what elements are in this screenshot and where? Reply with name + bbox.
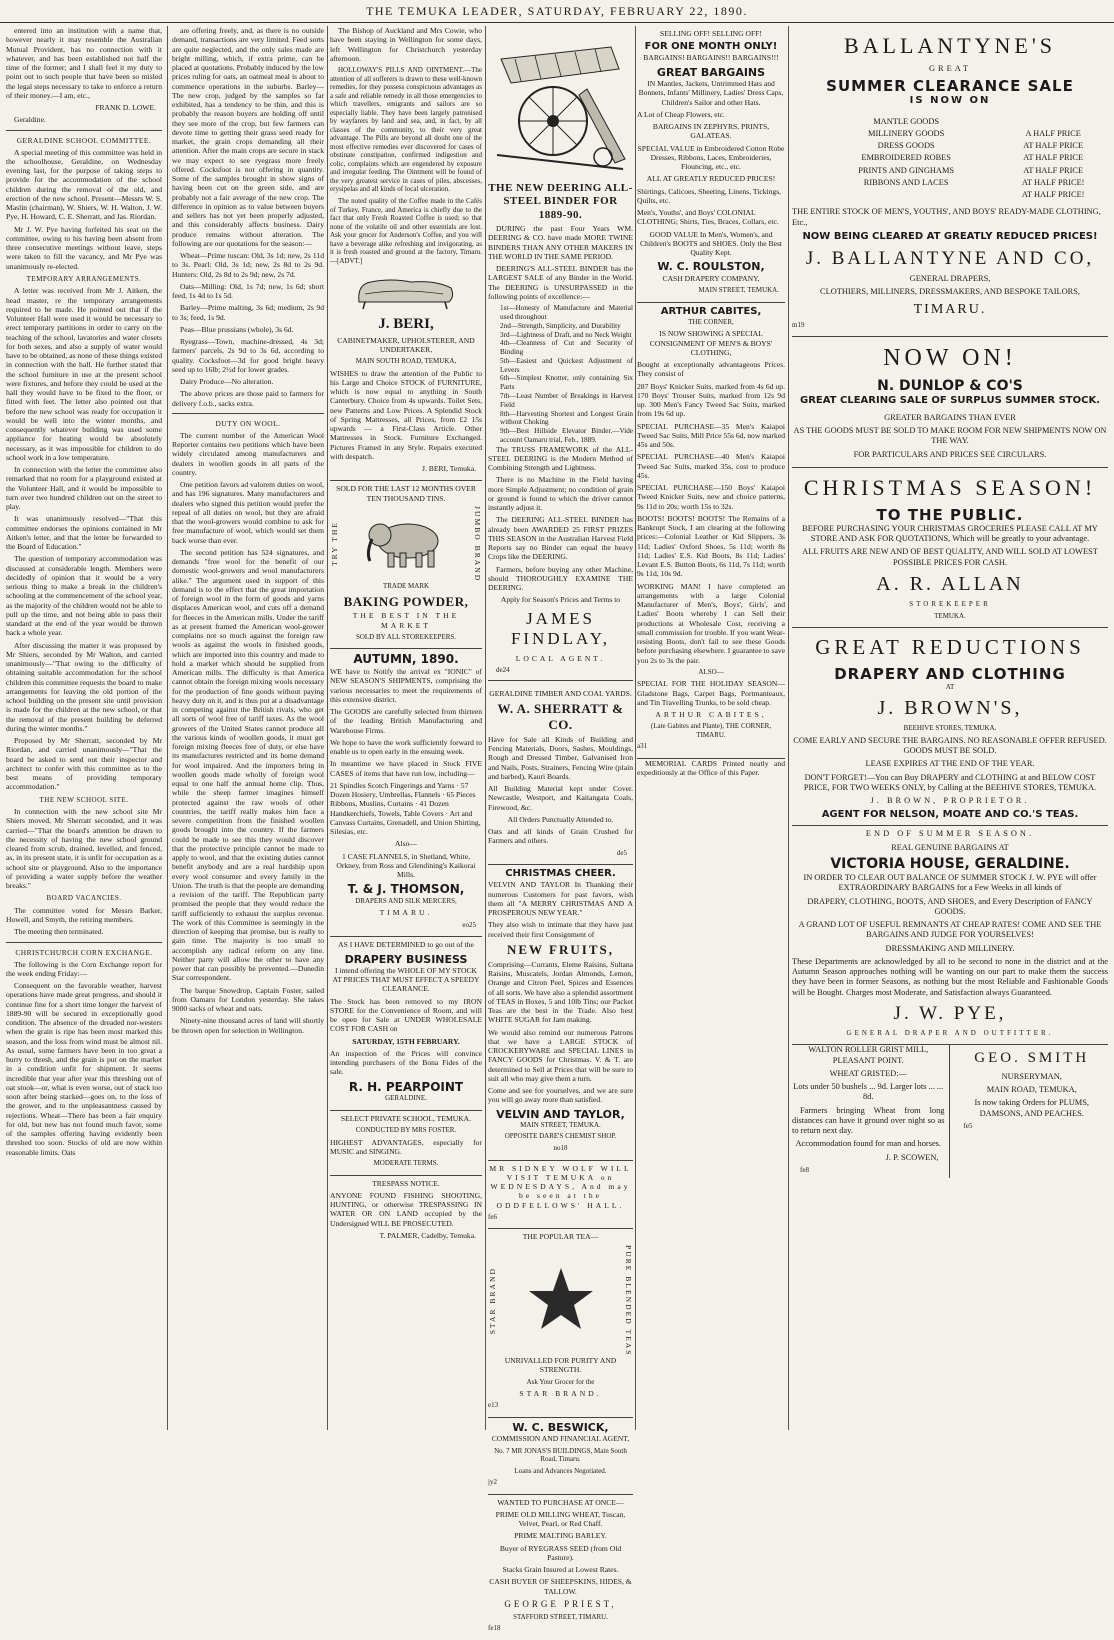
advert-paragraph: VELVIN AND TAYLOR In Thanking their numerous Customers for past favors, wish them all "A MERRY CHRISTMAS AND A PROSPEROUS NEW YEAR." xyxy=(488,880,633,918)
quotation: Oats—Milling: Old, 1s 7d; new, 1s 6d; short feed, 1s 4d to 1s 5d. xyxy=(172,281,324,300)
price-list-row xyxy=(792,189,1108,201)
binder-apply: Apply for Season's Prices and Terms to xyxy=(500,595,621,605)
elephant-icon xyxy=(358,515,454,573)
one-month-only: FOR ONE MONTH ONLY! xyxy=(644,41,778,53)
victoria-house: VICTORIA HOUSE, GERALDINE. xyxy=(830,855,1070,872)
advert-paragraph: BARGAINS IN ZEPHYRS, PRINTS, GALATEAS. xyxy=(652,122,770,141)
advert-paragraph: Stacks Grain Insured at Lowest Rates. xyxy=(502,1565,619,1575)
pearpoint-headline: DRAPERY BUSINESS xyxy=(344,952,468,966)
column-rule xyxy=(485,26,486,1430)
divider xyxy=(172,413,324,414)
advert-paragraph: Comprising—Currants, Eleme Raisins, Sultana Raisins, Muscatels, Jordan Almonds, Lemon, Orange and Citron Peel, Spices and Essences of all sorts. We have also a splendid assortment of TEAS in Boxes, 5 and 10lb Tins; our Packet Teas are the best in the Trade. Also best WHITE SUGAR for Jam making. xyxy=(488,959,633,1025)
allan-advert xyxy=(792,468,1108,629)
binder-feature: 3rd—Lightness of Draft, and no Neck Weight xyxy=(500,330,632,339)
mill-rates: Lots under 50 bushels ... 9d. Larger lots ... ... 8d. xyxy=(793,1082,944,1102)
letter-place: Geraldine. xyxy=(14,115,46,125)
column-1 xyxy=(6,26,162,1430)
advert-paragraph: Bought at exceptionally advantageous Prices. They consist of xyxy=(637,360,785,379)
article-paragraph: In connection with the new school site Mr Shiers moved, Mr Sherratt seconded, and it was carried—"That the board's attention be drawn to the necessity of having the new school ground cleared from scrub, drained, levelled, and fenced, as, in its present state, it is unfit for occupation as a school site or playground. Also to the importance of providing a water supply before the weather breaks." xyxy=(6,807,162,891)
dunlop-name: N. DUNLOP & CO'S xyxy=(877,377,1023,394)
price-list-item xyxy=(792,189,998,201)
article-paragraph: The question of temporary accommodation was discussed at considerable length. Members were decidedly of opinion that it would be a very serious thing to make a break in the children's schooling at the commencement of the school year, as the majority of the children would not be able to pull up the time, and not being able to pass their standard at the end of the year would be thrown back a whole year. xyxy=(6,554,162,638)
beri-address: MAIN SOUTH ROAD, TEMUKA, xyxy=(355,357,457,366)
memorial-notice: MEMORIAL CARDS Printed neatly and expeditiously at the Office of this Paper. xyxy=(637,758,785,778)
binder-features xyxy=(488,304,633,445)
advert-code: no18 xyxy=(553,1143,568,1152)
advert-paragraph: We hope to have the work sufficiently forward to enable us to open early in the ensuing week. xyxy=(330,737,482,757)
ballantyne-role: GENERAL DRAPERS, xyxy=(909,274,991,284)
article-paragraph: The meeting then terminated. xyxy=(14,927,104,937)
article-paragraph: Proposed by Mr Sherratt, seconded by Mr Riordan, and carried unanimously—"That the board be asked to send out their inspector and architect to confer with this committee as to the best means of providing temporary accommodation." xyxy=(6,736,162,792)
advert-also: ALSO— xyxy=(698,667,724,676)
pearpoint-date: SATURDAY, 15TH FEBRUARY. xyxy=(352,1036,460,1046)
smith-role: NURSERYMAN, xyxy=(1001,1071,1062,1081)
trespass-advert xyxy=(330,1176,482,1248)
tea-brand: STAR BRAND. xyxy=(519,1389,602,1399)
school-conductor: CONDUCTED BY MRS FOSTER. xyxy=(355,1126,457,1135)
binder-feature: 5th—Easiest and Quickest Adjustment of Levers xyxy=(500,356,633,374)
article-paragraph: The committee voted for Messrs Barker, Howell, and Smyth, the retiring members. xyxy=(6,905,162,925)
pearpoint-advert xyxy=(330,937,482,1111)
binder-paragraph: DURING the past Four Years WM. DEERING & CO. have made MORE TWINE BINDERS THAN ANY OTHER MAKERS IN THE WORLD IN THE SAME PERIOD. xyxy=(488,224,633,261)
article-paragraph: After discussing the matter it was proposed by Mr Shiers, seconded by Mr Walton, and carried unanimously—"That owing to the difficulty of obtaining suitable accommodation for the school children this committee requests the board to make arrangements for leaving the old portion of the school building on the present site until provision is made for the children at the new school, or that the removal of the present building be deferred during the winter months." xyxy=(6,640,162,733)
selling-off: SELLING OFF! SELLING OFF! xyxy=(660,29,762,38)
roulston-role: CASH DRAPERY COMPANY, xyxy=(662,273,760,283)
priest-name: GEORGE PRIEST, xyxy=(504,1598,617,1609)
article-paragraph: It was unanimously resolved—"That this committee endorses the opinions contained in Mr Aitken's letter, and that the letter be forwarded to the Board of Education." xyxy=(6,514,162,552)
allan-role: STOREKEEPER xyxy=(909,600,991,609)
pye-name: J. W. PYE, xyxy=(893,1002,1007,1024)
price-list-row xyxy=(792,152,1108,164)
binder-paragraph: There is no Machine in the Field having more Simple Adjustment; no condition of grain or ground is found to which the driver cannot instantly adjust it. xyxy=(488,475,633,513)
beswick-address: No. 7 MR JONAS'S BUILDINGS, Main South Road, Timaru. xyxy=(494,1446,627,1464)
brown-advert xyxy=(792,628,1108,826)
advert-paragraph: We would also remind our numerous Patrons that we have a LARGE STOCK of CROCKERYWARE and SPECIAL LINES in FANCY GOODS for Christmas. V. & T. are determined to Sell at Prices that will be sure to suit all who may give them a turn. xyxy=(488,1027,633,1083)
advert-paragraph: These Departments are acknowledged by all to be second to none in the district and at the Autumn Season approaches nothing will be wanting on our part to make them the success they have been in former Seasons, as nothing but the most Reliable and Fashionable Goods will be Bought. Charges most Moderate, and Satisfaction always Guaranteed. xyxy=(792,956,1108,997)
quotation: The above prices are those paid to farmers for delivery f.o.b., sacks extra. xyxy=(172,389,324,408)
advert-paragraph: A GRAND LOT OF USEFUL REMNANTS AT CHEAP RATES! COME AND SEE THE BARGAINS AND JUDGE FOR YOURSELVES! xyxy=(798,920,1102,940)
new-fruits: NEW FRUITS, xyxy=(506,941,614,957)
advert-paragraph: IS NOW SHOWING A SPECIAL CONSIGNMENT OF MEN'S & BOYS' CLOTHING, xyxy=(649,329,773,357)
advert-paragraph: I intend offering the WHOLE OF MY STOCK AT PRICES THAT MUST EFFECT A SPEEDY CLEARANCE. xyxy=(332,965,480,994)
beswick-role: COMMISSION AND FINANCIAL AGENT, xyxy=(491,1434,630,1444)
article-paragraph: The barque Snowdrop, Captain Foster, sailed from Oamaru for London yesterday. She takes 9000 sacks of wheat and oats. xyxy=(172,985,324,1014)
advert-items: 21 Spindles Scotch Fingerings and Yarns · 57 Dozen Hosiery, Umbrellas, Flannels · 65 Pieces Ribbons, Muslins, Curtains · 41 Dozen Handkerchiefs, Towels, Table Covers · Art and Canvass Curtains, Grenadell, and Union Shirting, Silesias, etc. xyxy=(330,780,481,837)
findlay-name: JAMES FINDLAY, xyxy=(510,608,611,649)
star-icon xyxy=(526,1265,596,1335)
price-list-row xyxy=(792,116,1108,128)
tea-heading: THE POPULAR TEA— xyxy=(522,1232,599,1242)
subheading: THE NEW SCHOOL SITE. xyxy=(39,795,129,804)
advert-paragraph: WE have to Notify the arrival ex "IONIC" of NEW SEASON'S SHIPMENTS, comprising the various necessaries to meet the requirements of this extensive district. xyxy=(330,667,482,704)
column-3 xyxy=(330,26,482,1430)
sherratt-heading: GERALDINE TIMBER AND COAL YARDS. xyxy=(489,688,632,698)
binder-illustration xyxy=(488,29,633,179)
advert-paragraph: BOOTS! BOOTS! BOOTS! The Remains of a Bankrupt Stock, I am clearing at the following prices:—Colonial Leather or Kid Slippers, 3s 11d; Ladies' Oxford Shoes, 5s 11d; worth 8s 11d; Ladies' E.S. Kid Boots, 8s 11d; Ladies' Levant E.S. Button Boots, 6s 11d, 7s 11d; worth 9s 11d, 10s 9d. xyxy=(637,513,785,579)
advert-code: de24 xyxy=(496,666,510,675)
article-paragraph: The second petition has 524 signatures, and demands "free wool for the benefit of our domestic wool-growers and wool manufacturers alike." The argument used in support of this demand is to the effect that the great importation of foreign wool in the form of goods and yarns displaces American wool, and cuts off a demand for fleeces in the American mills. Under the tariff as at present framed the American wool-grower complains not so much against the foreign raw wools as against the wools in finished goods, which are imported into this country and made to hold a market which should be supplied from American mills. The difficulty is that America cannot obtain the foreign mixing wools necessary for the production of fine goods without paying heavy duty on it, and is thus put at a disadvantage in competing against the British rivals, who get all sorts of wool free of tariff taxes. As the wool growers of the United States cannot produce all the various kinds of woollen goods, it must get foreign mixing fleeces free of duty, or else have its manufactures restricted and its home demand for wool impaired. And the importers bring in woollen goods made wholly of foreign wool equal to one half the annual home clip. Thus, while the sheep farmer imagines himself protected against the raw wools of other countries, the tariff really makes him face a severe competition from the finished woollen goods brought into the country. If the farmers could be made to see this they would discover that the protective principle cannot be made to apply to wool, and that the existing duties cannot benefit anybody and are a real hardship upon every wool consumer and every family in the Union. The truth is that the people are demanding a revision of the tariff. The Republican party promised the people that they would reduce the tariff sufficiently to exhaust the surplus revenue. The work of this Committee is seemingly in the direction of keeping that promise, but is really to gain time. The majority is too small to accomplish any radical reform on any line. Neither party will allow the other to have any power that can possibly be prevented.—Dunedin Star correspondent. xyxy=(172,547,324,983)
column-rule xyxy=(635,26,636,1430)
advert-paragraph: PRIME OLD MILLING WHEAT, Tuscan, Velvet, Pearl, or Red Chaff. xyxy=(495,1509,626,1529)
binder-feature: 6th—Simplest Knotter, only containing Six Parts xyxy=(500,374,633,392)
advert-paragraph: 1 CASE FLANNELS, in Shetland, White, Orkney, from Ross and Glendining's Kaikorai Mills. xyxy=(336,851,476,880)
smith-advert xyxy=(956,1045,1109,1177)
ballantyne-name: J. BALLANTYNE AND CO, xyxy=(805,248,1095,269)
ballantyne-advert xyxy=(792,26,1108,337)
binder-feature: 1st—Honesty of Manufacture and Material used throughout xyxy=(500,304,633,321)
cabites-name: ARTHUR CABITES, xyxy=(660,305,762,317)
jumbo-best: THE BEST IN THE MARKET xyxy=(352,611,460,630)
jumbo-trademark: TRADE MARK xyxy=(382,582,430,591)
cabites-signature: ARTHUR CABITES, xyxy=(655,710,767,720)
end-of-season: END OF SUMMER SEASON. xyxy=(865,829,1035,839)
advert-paragraph: Is now taking Orders for PLUMS, DAMSONS, AND PEACHES. xyxy=(974,1098,1089,1118)
subheading: BOARD VACANCIES. xyxy=(46,894,122,903)
price-list-item: MILLINERY GOODS xyxy=(868,128,945,138)
thomson-advert xyxy=(330,649,482,937)
tea-side-left: STAR BRAND xyxy=(488,1266,497,1334)
beswick-advert xyxy=(488,1418,633,1495)
school-title: SELECT PRIVATE SCHOOL, TEMUKA. xyxy=(340,1113,472,1123)
advert-paragraph: SPECIAL VALUE in Embroidered Cotton Robe Dresses, Ribbons, Laces, Embroideries, Flouncing, etc., etc. xyxy=(637,143,785,172)
beri-body: WISHES to draw the attention of the Public to his Large and Choice STOCK of FURNITURE, which is now equal to anything in South Canterbury. Choice from 4s upwards. Toilet Sets, new Patterns and Low Prices. A Splendid Stock of Spring Mattresses, all Prices, from £2 15s upwards — a First-Class Article. Other Mattresses in Stock. Furniture Exchanged. Pictures Framed in any Style. Repairs executed with despatch. xyxy=(330,368,482,461)
bargains-line: BARGAINS! BARGAINS!! BARGAINS!!! xyxy=(643,53,779,63)
thomson-name: T. & J. THOMSON, xyxy=(347,882,465,897)
school-body: HIGHEST ADVANTAGES, especially for MUSIC and SINGING. xyxy=(330,1137,482,1156)
thomson-trade: DRAPERS AND SILK MERCERS, xyxy=(355,896,457,905)
advert-paragraph: UNRIVALLED FOR PURITY AND STRENGTH. xyxy=(504,1356,617,1375)
priest-address: STAFFORD STREET, TIMARU. xyxy=(513,1612,608,1621)
advert-paragraph: Ask Your Grocer for the xyxy=(526,1377,595,1386)
advert-paragraph: An inspection of the Prices will convince intending purchasers of the Bona Fides of the sale. xyxy=(330,1048,482,1077)
price-list-row xyxy=(792,177,1108,189)
beri-name: J. BERI, xyxy=(378,316,434,333)
advert-paragraph: AS THE GOODS MUST BE SOLD TO MAKE ROOM FOR NEW SHIPMENTS NOW ON THE WAY. xyxy=(793,426,1107,446)
greater-bargains: GREATER BARGAINS THAN EVER xyxy=(884,412,1016,422)
advert-paragraph: In meantime we have placed in Stock FIVE CASES of items that have run low, including— xyxy=(330,759,482,778)
coffee-notice: The noted quality of the Coffee made in the Cafés of Turkey, France, and America is chiefly due to the fact that only Fresh Roasted Coffee is used; so that none of the volatile oil and other essentials are lost. Ask your grocer for Anderson's Coffee, and you will have a beverage alike refreshing and invigorating, as it is fresh roasted and ground at the factory, Timaru.—[ADVT.] xyxy=(330,196,482,265)
trespass-title: TRESPASS NOTICE. xyxy=(372,1178,440,1188)
binder-feature: 7th—Least Number of Breakings in Harvest Field xyxy=(500,392,633,409)
advert-paragraph: The Stock has been removed to my IRON STORE for the Convenience of Room, and will be open for Sale at UNDER WHOLESALE COST FOR CASH on xyxy=(330,996,482,1034)
advert-code: de5 xyxy=(616,848,627,857)
bottom-adverts xyxy=(792,1045,1108,1177)
advert-paragraph: Buyer of RYEGRASS SEED (from Old Pasture). xyxy=(499,1543,622,1562)
quotation: Barley—Prime malting, 3s 6d; medium, 2s 9d to 3s; feed, 1s 9d. xyxy=(172,303,324,322)
beri-trade: CABINETMAKER, UPHOLSTERER, AND UNDERTAKER, xyxy=(337,335,475,354)
letter-signature: FRANK D. LOWE. xyxy=(95,103,156,112)
price-list-row xyxy=(792,165,1108,177)
masthead: THE TEMUKA LEADER, SATURDAY, FEBRUARY 22, 1890. xyxy=(0,0,1114,23)
column-rule xyxy=(327,26,328,1430)
quotation: Wheat—Prime tuscan: Old, 3s 1d; new, 2s 11d to 3s. Pearl: Old, 3s 1d; new, 2s 8d to 2s 9d. Hunters: Old, 2s 8d to 2s 9d; new, 2s 7d. xyxy=(172,251,324,279)
cabites-advert xyxy=(637,303,785,759)
advert-paragraph: They also wish to intimate that they have just received their first Consignment of xyxy=(488,920,633,939)
price-list-item: DRESS GOODS xyxy=(877,141,935,151)
price-list-item: MANTLE GOODS xyxy=(873,116,940,126)
great-bargains: GREAT BARGAINS xyxy=(656,65,766,79)
advert-paragraph: Farmers bringing Wheat from long distances can have it ground over night so as to return next day. xyxy=(792,1105,945,1136)
advert-paragraph: THE ENTIRE STOCK OF MEN'S, YOUTHS', AND BOYS' READY-MADE CLOTHING, Etc., xyxy=(792,207,1101,227)
brown-name: J. BROWN'S, xyxy=(877,696,1023,719)
ballantyne-price-list xyxy=(792,116,1108,202)
article-paragraph: The Bishop of Auckland and Mrs Cowie, who have been staying in Wellington for some days, left Wellington for Christchurch yesterday afternoon. xyxy=(330,26,482,63)
letter-paragraph: entered into an institution with a name that, however nearly it may resemble the Australian Mutual Provident, has no connection with it whatever, and has been established not half the time of the former; and I shall feel it my duty to point out to such people that have been so misled the legal steps necessary to take to enforce a return of their money.—I am, etc., xyxy=(6,26,162,100)
beri-advert xyxy=(330,268,482,481)
velvin-taylor-address: MAIN STREET, TEMUKA. xyxy=(520,1120,601,1129)
advert-code: fe5 xyxy=(963,1121,973,1130)
pearpoint-town: GERALDINE. xyxy=(385,1094,427,1103)
advert-paragraph: IN Mantles, Jackets, Untrimmed Hats and Bonnets, Infants' Millinery, Ladies' Dress Caps, Children's Sailor and other Hats. xyxy=(638,79,784,107)
price-list-price: AT HALF PRICE! xyxy=(1021,190,1085,200)
binder-paragraph: The TRUSS FRAMEWORK of the ALL-STEEL DEERING is the Modern Method of Combining Strength and Lightness. xyxy=(488,444,633,473)
article-paragraph: Consequent on the favorable weather, harvest operations have made great progress, and should it continue fine for a short time longer the harvest of 1889-90 will be secured in exceptionally good condition. The absence of the dreaded nor-westers when the grain is ripe has been most marked this season, and the loss from wind must be almost nil. As usual, some farmers have been in too great a hurry to thresh, and the grain is put on the market in a condition unfit for shipment. It seems incredible that year after year this threshing out of oat stook—or, what is even worse, out of stack too soon after being stacked—goes on, to the loss of the grower, and to the unpleasantness caused by rejections. Wheat—There has been a fair enquiry for old, but new has not found much favor, some of the samples offering having evidently been threshed too soon. Stocks of old are now within reasonable limits. Oats xyxy=(6,981,162,1157)
christmas-title: CHRISTMAS CHEER. xyxy=(505,868,616,880)
mill-signature: J. P. SCOWEN, xyxy=(885,1152,939,1162)
divider xyxy=(6,942,162,943)
roulston-name: W. C. ROULSTON, xyxy=(657,260,765,274)
article-paragraph: A special meeting of this committee was held in the schoolhouse, Geraldine, on Wednesday evening last, for the purpose of taking steps to provide for the accommodation of the school children during the removal of the old, and erection of the new school. Present—Messrs W. S. Maslin (chairman), W. Shiers, W. H. Walton, J. W. Pye, H. Howard, C. E. Sherratt, and Jas. Riordan. xyxy=(6,147,162,222)
article-paragraph: are offering freely, and, as there is no outside demand, transactions are very limited. Feed sorts are quite neglected, and the only sales made are bright milling, which, if extra prime, can be placed at quotations. Probably induced by the low prices ruling for oats, an oatmeal meal is about to commence operations in the suburbs. Barley—The new crop, judged by the samples so far exhibited, has a tendency to be thin, and this is probably the reason buyers are holding off until they see more of the crop, but few farmers can devote time to getting their grass seed ready for market, the grain crops demanding all their attention. After the main crops are secure in stack we may expect to see ryegrass more freely offered. Cocksfoot is not offering in quantity. Some of the samples brought in show signs of having been cut on the green side, and are probably not a fair average of the new crop. The difference in opinion as to value between buyers and sellers has not yet been properly adjusted, and this considerably affects business. Dairy produce remains without alteration. The following are our quotations for the season:— xyxy=(172,26,324,248)
sofa-illustration xyxy=(330,274,482,312)
price-list-item: PRINTS AND GINGHAMS xyxy=(858,165,955,175)
advert-paragraph: BEFORE PURCHASING YOUR CHRISTMAS GROCERIES PLEASE CALL AT MY STORE AND ASK FOR QUOTATIONS, Which will be greatly to your advantage. xyxy=(802,523,1098,544)
column-rule xyxy=(167,26,168,1430)
advert-paragraph: Men's, Youths', and Boys' COLONIAL CLOTHING; Shirts, Ties, Braces, Collars, etc. xyxy=(637,208,779,227)
advert-paragraph: ALL FRUITS ARE NEW AND OF BEST QUALITY, AND WILL SOLD AT LOWEST POSSIBLE PRICES FOR CASH. xyxy=(802,547,1098,567)
binder-paragraph: DEERING'S ALL-STEEL BINDER has the LARGEST SALE of any Binder in the World. The DEERING is UNSURPASSED in the following points of excellence:— xyxy=(488,264,633,301)
to-the-public: TO THE PUBLIC. xyxy=(876,505,1024,524)
wolf-advert xyxy=(488,1161,633,1230)
advert-paragraph: IN ORDER TO CLEAR OUT BALANCE OF SUMMER STOCK J. W. PYE will offer EXTRAORDINARY BARGAINS for a Few Weeks in all kinds of xyxy=(803,873,1097,893)
article-heading: DUTY ON WOOL. xyxy=(215,418,281,428)
binder-feature: 2nd—Strength, Simplicity, and Durability xyxy=(500,321,621,330)
article-paragraph: One petition favors ad valorem duties on wool, and has 196 signatures. Many manufacturers and dealers who signed this petition would prefer the repeal of all duties on wool, but they are afraid that the wool-growers would combine to ask for free manufacture of wool, which would set them back worse than ever. xyxy=(172,480,324,545)
advert-also: Also— xyxy=(395,839,417,849)
advert-paragraph: SPECIAL PURCHASE—35 Men's Kaiapoi Tweed Sac Suits, Mill Price 55s 6d, now marked 45s and 50s. xyxy=(637,421,785,449)
advert-paragraph: SPECIAL FOR THE HOLIDAY SEASON—Gladstone Bags, Carpet Bags, Portmanteaux, and Tin Travelling Trunks, to be sold cheap. xyxy=(637,679,785,707)
advert-paragraph: SPECIAL PURCHASE—40 Men's Kaiapoi Tweed Sac Suits, marked 35s, cost to produce 45s. xyxy=(637,452,785,480)
velvin-taylor-advert xyxy=(488,865,633,1160)
star-tea-advert xyxy=(488,1229,633,1418)
school-terms: MODERATE TERMS. xyxy=(373,1159,439,1168)
quotation: Ryegrass—Town, machine-dressed, 4s 3d; farmers' parcels, 2s 9d to 3s 6d, according to quality. Cocksfoot—3d for good bright heavy seed up to 16lb; 2½d for lower grades. xyxy=(172,337,324,374)
divider xyxy=(488,680,633,681)
tea-agent: AGENT FOR NELSON, MOATE AND CO.'S TEAS. xyxy=(821,809,1079,821)
velvin-taylor-name: VELVIN AND TAYLOR, xyxy=(496,1107,625,1121)
ballantyne-trades: CLOTHIERS, MILLINERS, DRESSMAKERS, AND BESPOKE TAILORS, xyxy=(820,287,1080,297)
mill-title: WALTON ROLLER GRIST MILL, PLEASANT POINT. xyxy=(808,1045,929,1065)
column-2 xyxy=(172,26,324,1430)
advert-paragraph: Have for Sale all Kinds of Building and Fencing Materials, Doors, Sashes, Mouldings, Rough and Dressed Timber, Galvanised Iron and Nails, Posts, Strainers, Fencing Wire (plain and barbed), Kauri Boards. xyxy=(488,734,633,781)
sherratt-name: W. A. SHERRATT & CO. xyxy=(497,701,624,733)
ballantyne-great: GREAT xyxy=(929,63,971,73)
advert-paragraph: WORKING MAN! I have completed an arrangements with a large Colonial Manufacturer of Men's, Boys', Girls', and Ladies' Boots whereby I can Sell their productions at Wholesale Cost, receiving a small commission for trouble. If you want Wear-resisting Boots, don't fail to see these Goods before purchasing elsewhere. I guarantee to save you 2s to 3s the pair. xyxy=(637,581,785,665)
article-paragraph: A letter was received from Mr J. Aitken, the head master, re the temporary arrangements required to be made. He pointed out that if the Volunteer Hall were used it would be necessary to erect temporary partitions in order to carry on the teaching of the school, lavatories and water closets for both sexes, and also a supply of water would have to be obtained, as none of these things existed in connection with the hall. He further stated that the school furniture in use at the present school were fixtures, and before they could be used at the hall they would have to be fixed to the floor, or fitted with feet. The letter also pointed out that before the new school was ready for occupation it would be well into the winter months, and consequently whatever building was used some appliance for heating would be absolutely necessary, as it was impossible for children to do school work in a low temperature. xyxy=(6,286,162,462)
price-list-price: A HALF PRICE xyxy=(1025,128,1081,138)
ballantyne-title: BALLANTYNE'S xyxy=(843,33,1057,58)
at-label: AT xyxy=(945,683,955,692)
article-paragraph: Ninety-nine thousand acres of land will shortly be thrown open for selection in Wellington. xyxy=(172,1016,324,1035)
column-rule xyxy=(788,26,789,1430)
column-4 xyxy=(488,26,633,1633)
jumbo-advert xyxy=(330,481,482,649)
advert-code: fe6 xyxy=(488,1212,497,1221)
jumbo-side-right: JUMBO BRAND xyxy=(473,505,482,583)
advert-paragraph: Shirtings, Calicoes, Sheeting, Linens, Tickings, Quilts, etc. xyxy=(637,186,782,205)
thomson-town: TIMARU. xyxy=(379,908,433,918)
advert-paragraph: GOOD VALUE In Men's, Women's, and Children's BOOTS and SHOES. Only the Best Quality Kept. xyxy=(639,229,783,258)
binder-feature: 4th—Cleanness of Cut and Security of Binding xyxy=(500,339,633,357)
reduced-prices: NOW BEING CLEARED AT GREATLY REDUCED PRICES! xyxy=(802,230,1098,242)
price-list-price: AT HALF PRICE xyxy=(1023,141,1084,151)
divider xyxy=(6,130,162,131)
article-paragraph: In connection with the letter the committee also remarked that no room for a playground existed at the Volunteer Hall, and it would be impossible to turn over two hundred children out on the street to play. xyxy=(6,465,162,512)
binder-paragraph: Farmers, before buying any other Machine, should THOROUGHLY EXAMINE THE DEERING. xyxy=(488,564,633,593)
wolf-body: MR SIDNEY WOLF WILL VISIT TEMUKA on WEDNESDAYS, And may be seen at the ODDFELLOWS' HALL. xyxy=(489,1163,632,1210)
advert-paragraph: DRAPERY, CLOTHING, BOOTS, AND SHOES, and Every Description of FANCY GOODS. xyxy=(807,896,1093,916)
advert-paragraph: PRIME MALTING BARLEY. xyxy=(514,1531,607,1541)
roulston-advert xyxy=(637,26,785,303)
price-list-item: EMBROIDERED ROBES xyxy=(861,153,951,163)
advert-paragraph: CASH BUYER OF SHEEPSKINS, HIDES, & TALLOW. xyxy=(489,1577,632,1596)
advert-paragraph: WANTED TO PURCHASE AT ONCE— xyxy=(497,1497,624,1507)
price-list-row xyxy=(792,128,1108,140)
jumbo-name: BAKING POWDER, xyxy=(343,593,469,609)
pye-advert xyxy=(792,826,1108,1045)
findlay-role: LOCAL AGENT. xyxy=(515,654,606,664)
trespass-signature: T. PALMER, Cadelby, Temuka. xyxy=(379,1230,476,1240)
price-list-price: AT HALF PRICE! xyxy=(1021,177,1085,187)
advert-code: fe18 xyxy=(488,1624,501,1633)
advert-code: e13 xyxy=(488,1401,499,1410)
great-reductions: GREAT REDUCTIONS xyxy=(815,635,1085,660)
jumbo-side-left: TRY THE xyxy=(330,521,339,567)
advert-paragraph: A Lot of Cheap Flowers, etc. xyxy=(637,109,725,119)
smith-name: GEO. SMITH xyxy=(974,1050,1090,1067)
smith-address: MAIN ROAD, TEMUKA, xyxy=(986,1085,1077,1095)
advert-code: jy2 xyxy=(488,1478,497,1487)
advert-paragraph: All Building Material kept under Cover. Newcastle, Westport, and Kaitangata Coals, Firewood, &c. xyxy=(488,784,633,812)
dunlop-advert xyxy=(792,337,1108,468)
summer-sale: SUMMER CLEARANCE SALE xyxy=(826,77,1074,96)
advert-paragraph: AS I HAVE DETERMINED to go out of the xyxy=(338,940,474,950)
holloway-notice: HOLLOWAY'S PILLS AND OINTMENT.—The attention of all sufferers is drawn to these well-known remedies, for they possess conspicuous advantages as a safe and reliable remedy in all those emergencies to which travellers, emigrants and sailors are so especially liable. They have been largely patronised by wayfarers by land and sea, and, in fact, by all classes of the community, to their very great advantage. The Pills are beyond all doubt one of the most effective remedies ever discovered for cases of obstinate constipation, confirmed indigestion and colic, complaints which are engendered by exposure and irregular feeding. The Ointment will be found of the very greatest service in cases of piles, abscesses, erysipelas and all kinds of local ulceration. xyxy=(330,66,482,194)
allan-town: TEMUKA. xyxy=(934,611,966,620)
autumn-title: AUTUMN, 1890. xyxy=(353,652,459,667)
quotation: Peas—Blue prussians (whole), 3s 6d. xyxy=(180,324,294,334)
dressmaking: DRESSMAKING AND MILLINERY. xyxy=(885,943,1015,953)
advert-code: eo25 xyxy=(462,920,476,929)
priest-advert xyxy=(488,1495,633,1640)
binder-title: THE NEW DEERING ALL-STEEL BINDER FOR 1889-90. xyxy=(488,182,633,221)
subheading: TEMPORARY ARRANGEMENTS. xyxy=(26,274,142,283)
dunlop-sale: GREAT CLEARING SALE OF SURPLUS SUMMER STOCK. xyxy=(799,394,1101,406)
mill-wanted: WHEAT GRISTED:— xyxy=(829,1068,907,1078)
trespass-body: ANYONE FOUND FISHING SHOOTING, HUNTING, or otherwise TRESPASSING IN WATER OR ON LAND occupied by the Undersigned WILL BE PROSECUTED. xyxy=(330,1190,482,1228)
jumbo-top: SOLD FOR THE LAST 12 MONTHS OVER TEN THOUSAND TINS. xyxy=(336,484,476,503)
advert-paragraph: 287 Boys' Knicker Suits, marked from 4s 6d up. 170 Boys' Trouser Suits, marked from 12s 9d up. 300 Men's Fancy Tweed Sac Suits, marked from 19s 6d up. xyxy=(637,381,785,419)
beehive-stores: BEEHIVE STORES, TEMUKA. xyxy=(903,724,997,733)
binder-feature: 8th—Harvesting Shortest and Longest Grain without Choking xyxy=(500,409,633,427)
column-5 xyxy=(637,26,785,1430)
jumbo-sold: SOLD BY ALL STOREKEEPERS. xyxy=(355,632,457,641)
pearpoint-name: R. H. PEARPOINT xyxy=(348,1079,464,1094)
mill-advert xyxy=(792,1045,950,1177)
school-advert xyxy=(330,1111,482,1176)
advert-code: fe8 xyxy=(800,1165,809,1174)
roulston-address: MAIN STREET, TEMUKA. xyxy=(698,286,779,294)
beswick-name: W. C. BESWICK, xyxy=(512,1420,609,1434)
article-paragraph: The following is the Corn Exchange report for the week ending Friday:— xyxy=(6,959,162,978)
beswick-loans: Loans and Advances Negotiated. xyxy=(514,1466,607,1475)
advert-paragraph: LEASE EXPIRES AT THE END OF THE YEAR. xyxy=(865,759,1035,769)
price-list-price: AT HALF PRICE xyxy=(1023,165,1084,175)
advert-paragraph: All Orders Punctually Attended to. xyxy=(507,814,614,824)
advert-paragraph: SPECIAL PURCHASE—150 Boys' Kaiapoi Tweed Knicker Suits, new and choice patterns, 9s 11d to 20s; worth 15s to 32s. xyxy=(637,483,785,511)
price-list-item: RIBBONS AND LACES xyxy=(863,177,949,187)
column-6 xyxy=(792,26,1108,1430)
beri-signature: J. BERI, Temuka. xyxy=(422,464,476,474)
article-heading: GERALDINE SCHOOL COMMITTEE. xyxy=(16,135,152,145)
advert-code: m19 xyxy=(792,320,805,329)
price-list-price: AT HALF PRICE xyxy=(1023,153,1084,163)
advert-paragraph: Accommodation found for man and horses. xyxy=(795,1139,942,1149)
sherratt-advert xyxy=(488,686,633,865)
binder-paragraph: The DEERING ALL-STEEL BINDER has already been AWARDED 25 FIRST PRIZES THIS SEASON in the Australian Harvest Field Reports say no Binder can equal the heavy Crops like the DEERING. xyxy=(488,515,633,562)
quotation: Dairy Produce—No alteration. xyxy=(180,377,274,386)
cabites-signature-2: (Late Gabites and Plante), THE CORNER, TIMARU. xyxy=(650,722,772,739)
is-now-on: IS NOW ON xyxy=(909,95,991,107)
drapery-clothing: DRAPERY AND CLOTHING xyxy=(834,665,1066,683)
now-on: NOW ON! xyxy=(883,345,1017,372)
allan-name: A. R. ALLAN xyxy=(876,572,1024,595)
binder-feature: 9th—Best Hillside Elevator Binder.—Vide account Oamaru trial, Feb., 1889. xyxy=(500,427,633,444)
advert-paragraph: DON'T FORGET!—You can Buy DRAPERY and CLOTHING at and BELOW COST PRICE, FOR TWO WEEKS ONLY, by Calling at the BEEHIVE STORES, TEMUKA. xyxy=(803,772,1097,792)
advert-paragraph: Oats and all kinds of Grain Crushed for Farmers and others. xyxy=(488,827,633,846)
article-heading: CHRISTCHURCH CORN EXCHANGE. xyxy=(15,947,153,957)
price-list-price xyxy=(998,116,1108,128)
bargains-at: REAL GENUINE BARGAINS AT xyxy=(891,842,1009,852)
velvin-taylor-opposite: OPPOSITE DARE'S CHEMIST SHOP. xyxy=(504,1132,617,1141)
article-paragraph: The current number of the American Wool Reporter contains two petitions which have been widely circulated among manufacturers and dealers in woollen goods in all parts of the country. xyxy=(172,430,324,477)
advert-code: a31 xyxy=(637,742,648,751)
article-paragraph: Mr J. W. Pye having forfeited his seat on the committee, owing to his having been absent from three consecutive meetings without leave, steps were taken to fill the vacancy, and Mr Pye was unanimously re-elected. xyxy=(6,224,162,271)
advert-paragraph: Come and see for yourselves, and we are sure you will go away more than satisfied. xyxy=(488,1086,633,1105)
ballantyne-town: TIMARU. xyxy=(913,301,987,317)
christmas-season: CHRISTMAS SEASON! xyxy=(803,474,1097,500)
advert-paragraph: ALL AT GREATLY REDUCED PRICES! xyxy=(646,174,776,184)
cabites-corner: THE CORNER, xyxy=(688,317,734,326)
tea-side-right: PURE BLENDED TEAS xyxy=(624,1244,633,1357)
pye-role: GENERAL DRAPER AND OUTFITTER. xyxy=(846,1028,1054,1037)
brown-signature: J. BROWN, PROPRIETOR. xyxy=(870,796,1030,805)
advert-paragraph: The GOODS are carefully selected from thirteen of the leading British Manufacturing and Warehouse Firms. xyxy=(330,707,482,735)
advert-paragraph: FOR PARTICULARS AND PRICES SEE CIRCULARS. xyxy=(853,449,1047,459)
price-list-row xyxy=(792,140,1108,152)
advert-paragraph: COME EARLY AND SECURE THE BARGAINS. NO REASONABLE OFFER REFUSED. GOODS MUST BE SOLD. xyxy=(793,735,1107,755)
